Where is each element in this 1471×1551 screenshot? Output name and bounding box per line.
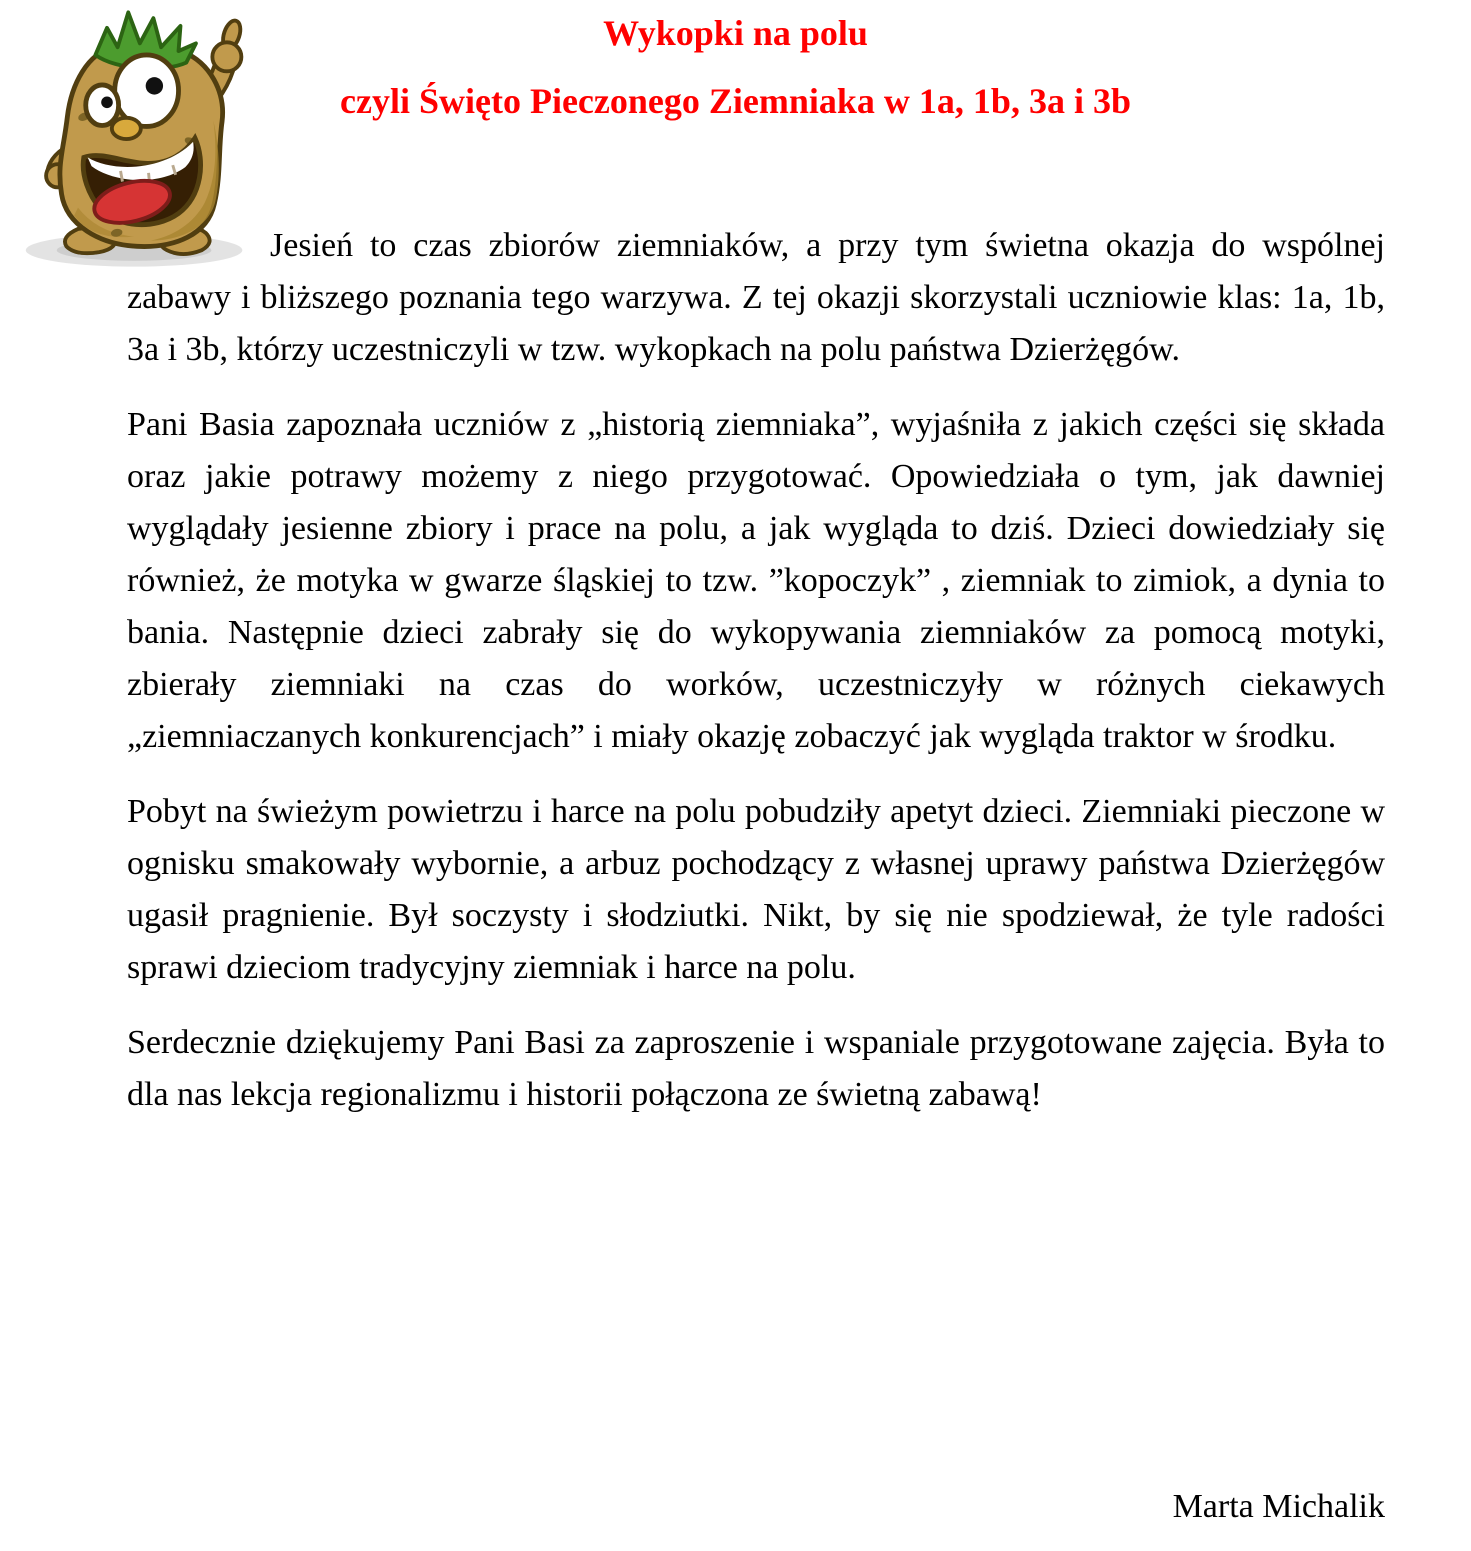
author-signature: Marta Michalik	[1172, 1488, 1385, 1525]
potato-mascot-illustration	[20, 2, 252, 278]
page-subtitle: czyli Święto Pieczonego Ziemniaka w 1a, 1b, 3a i 3b	[340, 81, 1131, 121]
article-body	[127, 220, 1385, 1121]
page-title: Wykopki na polu	[603, 13, 868, 53]
potato-mascot-icon	[20, 2, 252, 278]
paragraph-1: Jesień to czas zbiorów ziemniaków, a przy tym świetna okazja do wspólnej zabawy i bliższego poznania tego warzywa. Z tej okazji skorzystali uczniowie klas: 1a, 1b, 3a i 3b, którzy uczestniczyli w tzw. wykopkach na polu państwa Dzierżęgów.	[127, 227, 1385, 368]
paragraph-2: Pani Basia zapoznała uczniów z „historią ziemniaka”, wyjaśniła z jakich części się składa oraz jakie potrawy możemy z niego przygotować. Opowiedziała o tym, jak dawniej wyglądały jesienne zbiory i prace na polu, a jak wygląda to dziś. Dzieci dowiedziały się również, że motyka w gwarze śląskiej to tzw. ”kopoczyk” , ziemniak to zimiok, a dynia to bania. Następnie dzieci zabrały się do wykopywania ziemniaków za pomocą motyki, zbierały ziemniaki na czas do worków, uczestniczyły w różnych ciekawych „ziemniaczanych konkurencjach” i miały okazję zobaczyć jak wygląda traktor w środku.	[127, 406, 1385, 755]
paragraph-3: Pobyt na świeżym powietrzu i harce na polu pobudziły apetyt dzieci. Ziemniaki pieczone w ognisku smakowały wybornie, a arbuz pochodzący z własnej uprawy państwa Dzierżęgów ugasił pragnienie. Był soczysty i słodziutki. Nikt, by się nie spodziewał, że tyle radości sprawi dzieciom tradycyjny ziemniak i harce na polu.	[127, 793, 1385, 986]
paragraph-4: Serdecznie dziękujemy Pani Basi za zaproszenie i wspaniale przygotowane zajęcia. Była to dla nas lekcja regionalizmu i historii połączona ze świetną zabawą!	[127, 1024, 1385, 1113]
